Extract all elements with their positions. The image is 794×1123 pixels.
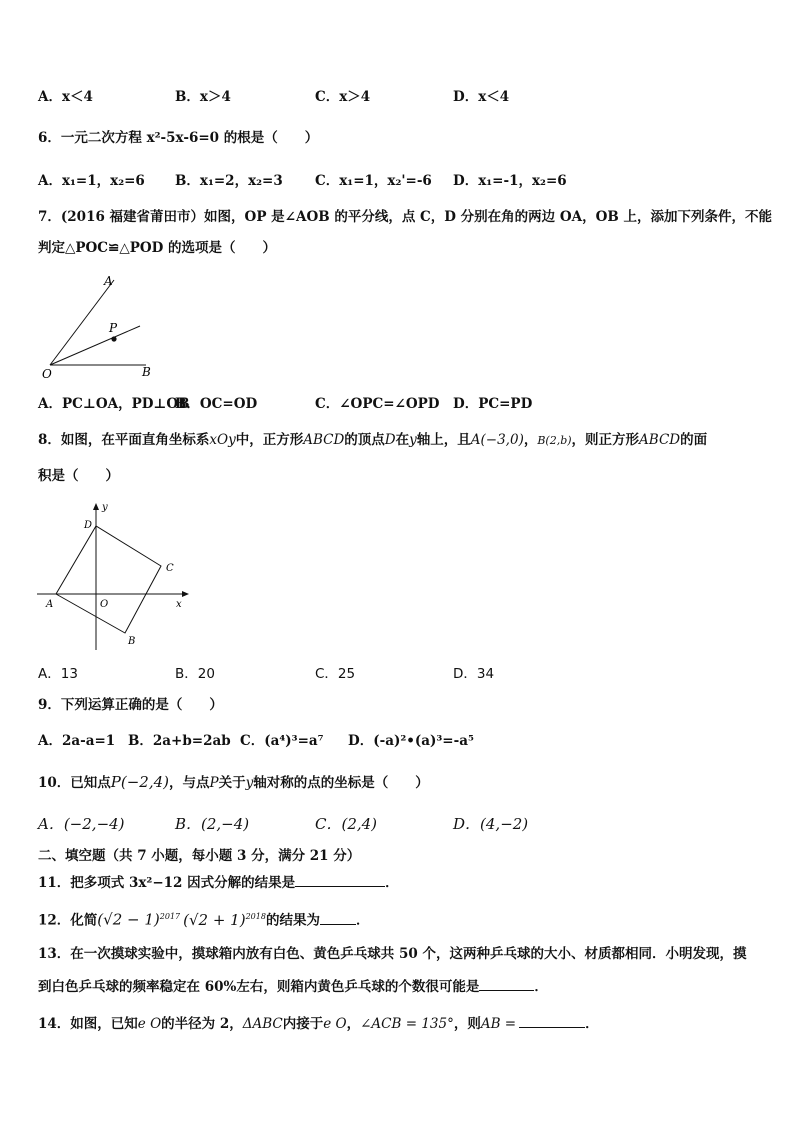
q10-point-p: P(−2,4)	[110, 773, 170, 791]
q8-stem-text: 8．如图，在平面直角坐标系	[38, 432, 210, 448]
q6-option-a: A．x₁=1，x₂=6	[38, 173, 145, 189]
q14-circle-o: e O	[137, 1016, 162, 1032]
q14-angle: ∠ACB = 135°	[360, 1016, 454, 1032]
q14-stem-text: 14．如图，已知	[38, 1016, 138, 1032]
q8-point-b: B(2,b)	[537, 434, 572, 447]
q14-stem-text: 内接于	[282, 1016, 324, 1032]
q8-y: y	[409, 432, 417, 448]
q10-stem-text: 轴对称的点的坐标是（ ）	[253, 775, 429, 791]
q12-end: ．	[355, 912, 370, 929]
q8-option-b: B．20	[175, 666, 215, 682]
q7-label-b: B	[142, 365, 151, 379]
q10-stem-text: 关于	[218, 775, 246, 791]
q7-stem-line1: 7．(2016 福建省莆田市）如图，OP 是∠AOB 的平分线，点 C，D 分别在角的两边 OA，OB 上，添加下列条件，不能	[38, 209, 772, 225]
q5-option-c: C．x＞4	[315, 89, 371, 105]
q7-ray-op	[50, 326, 140, 365]
q13-line1: 13．在一次摸球实验中，摸球箱内放有白色、黄色乒乓球共 50 个，这两种乒乓球的大小、材质都相同．小明发现，摸	[38, 946, 747, 962]
q12-expr2: (√2 + 1)	[183, 910, 246, 929]
q8-stem-line2: 积是（ ）	[38, 468, 119, 484]
q7-point-p	[111, 336, 116, 341]
q8-y-arrow	[93, 503, 99, 510]
q10-stem	[38, 772, 429, 793]
q8-abcd2: ABCD	[639, 432, 681, 448]
q8-stem-text: 轴上，且	[416, 432, 471, 448]
q11-end: ．	[385, 875, 399, 891]
q8-coordinate-figure	[32, 498, 192, 656]
q8-label-y: y	[102, 502, 108, 513]
q6-stem: 6．一元二次方程 x²-5x-6=0 的根是（ ）	[38, 130, 319, 146]
q12-answer-blank[interactable]	[320, 910, 356, 925]
q8-label-c: C	[166, 563, 174, 574]
q7-ray-oa	[50, 280, 114, 365]
q14-stem-text: 的半径为 2，	[161, 1016, 243, 1032]
q14-circle-o2: e O	[323, 1016, 347, 1032]
q8-d: D	[384, 432, 396, 448]
q7-label-o: O	[42, 367, 52, 381]
q7-label-a: A	[104, 274, 113, 288]
q7-option-c: C．∠OPC=∠OPD	[315, 396, 440, 412]
q6-option-b: B．x₁=2，x₂=3	[175, 173, 283, 189]
q7-option-b: B．OC=OD	[175, 396, 258, 412]
section2-heading: 二、填空题（共 7 小题，每小题 3 分，满分 21 分）	[38, 848, 361, 864]
q9-option-a: A．2a-a=1	[38, 733, 116, 749]
q14-end: ．	[585, 1016, 599, 1032]
q8-stem-text: 在	[395, 432, 410, 448]
q8-label-d: D	[84, 520, 93, 531]
q6-option-c: C．x₁=1，x₂'=-6	[315, 173, 432, 189]
q8-xoy: xOy	[209, 432, 236, 448]
q12-stem-text: 12．化简	[38, 912, 98, 929]
q12-stem	[38, 907, 369, 931]
q7-stem-line2: 判定△POC≌△POD 的选项是（ ）	[38, 240, 277, 256]
q12-stem-text: 的结果为	[265, 912, 320, 929]
q8-option-a: A．13	[38, 666, 78, 682]
q8-square-abcd	[56, 526, 161, 633]
q14-ab: AB =	[480, 1016, 517, 1032]
q8-label-x: x	[176, 599, 182, 610]
q13-answer-blank[interactable]	[479, 976, 534, 991]
q8-label-a: A	[46, 599, 54, 610]
q10-stem-text: ，与点	[169, 775, 210, 791]
q8-stem-line1	[38, 430, 707, 451]
q12-exp2: 2018	[245, 912, 266, 921]
q7-angle-figure	[36, 268, 166, 383]
q8-option-d: D．34	[453, 666, 495, 682]
q14-answer-blank[interactable]	[519, 1013, 585, 1028]
q14-stem-text: ，则	[453, 1016, 481, 1032]
q9-option-b: B．2a+b=2ab	[128, 733, 231, 749]
q8-x-arrow	[182, 591, 189, 597]
q10-y: y	[245, 775, 254, 791]
q10-p: P	[209, 775, 219, 791]
q10-option-b: B．(2,−4)	[175, 815, 250, 833]
q13-end: ．	[534, 979, 548, 995]
q11-stem	[38, 872, 399, 893]
q10-stem-text: 10．已知点	[38, 775, 111, 791]
q8-label-b: B	[128, 636, 136, 647]
q5-option-a: A．x＜4	[38, 89, 93, 105]
q12-expr1: (√2 − 1)	[97, 910, 160, 929]
q8-stem-text: ，则正方形	[571, 432, 640, 448]
q6-option-d: D．x₁=-1，x₂=6	[453, 173, 567, 189]
q14-stem-text: ，	[346, 1016, 361, 1032]
q8-stem-text: ，	[523, 432, 538, 448]
q13-stem-text: 到白色乒乓球的频率稳定在 60%左右，则箱内黄色乒乓球的个数很可能是	[38, 979, 480, 995]
q5-option-b: B．x＞4	[175, 89, 231, 105]
q11-answer-blank[interactable]	[295, 872, 385, 887]
q10-option-a: A．(−2,−4)	[38, 815, 125, 833]
q8-point-a: A(−3,0)	[470, 432, 524, 448]
q14-stem	[38, 1013, 599, 1034]
q7-label-p: P	[109, 321, 118, 335]
q10-option-d: D．(4,−2)	[453, 815, 529, 833]
q8-stem-text: 中，正方形	[235, 432, 304, 448]
q7-option-a: A．PC⊥OA，PD⊥OB	[38, 396, 190, 412]
q9-stem: 9．下列运算正确的是（ ）	[38, 697, 223, 713]
q10-option-c: C．(2,4)	[315, 815, 378, 833]
q8-stem-text: 的顶点	[344, 432, 385, 448]
q8-option-c: C．25	[315, 666, 356, 682]
q8-abcd: ABCD	[303, 432, 345, 448]
q5-option-d: D．x＜4	[453, 89, 510, 105]
q11-stem-text: 11．把多项式 3x²−12 因式分解的结果是	[38, 875, 296, 891]
q12-exp1: 2017	[159, 912, 181, 921]
q8-stem-text: 的面	[680, 432, 708, 448]
q9-option-d: D．(-a)²•(a)³=-a⁵	[348, 733, 474, 749]
q7-option-d: D．PC=PD	[453, 396, 533, 412]
q8-label-o: O	[100, 599, 109, 610]
q9-option-c: C．(a⁴)³=a⁷	[240, 733, 324, 749]
q14-triangle: ΔABC	[242, 1016, 283, 1032]
q13-line2	[38, 976, 548, 997]
